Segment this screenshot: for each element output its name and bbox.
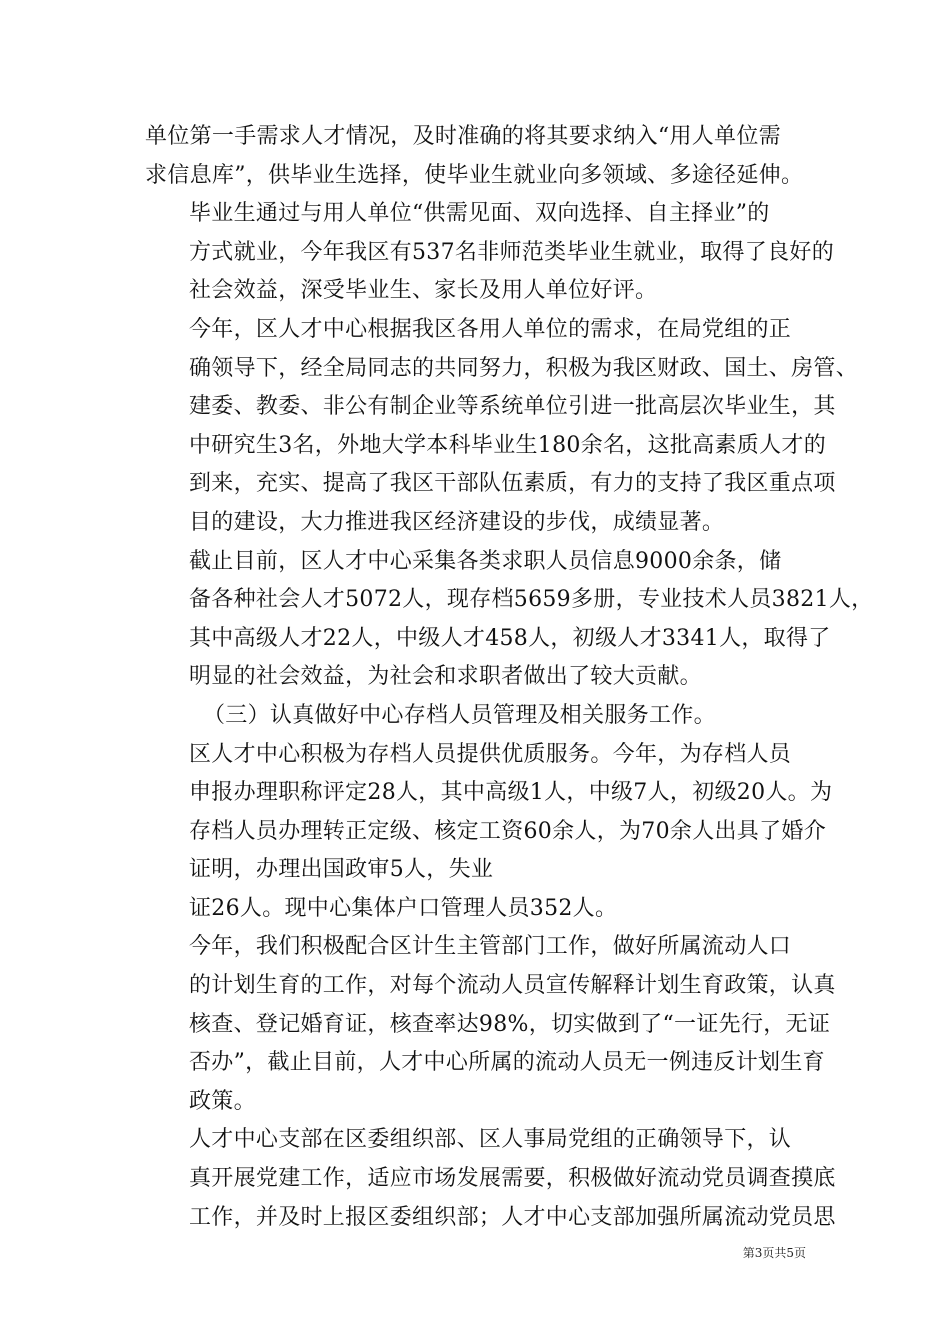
text-line: 今年，我们积极配合区计生主管部门工作，做好所属流动人口: [189, 934, 792, 960]
text-line: 毕业生通过与用人单位“供需见面、双向选择、自主择业”的: [189, 201, 770, 227]
text-line: 到来，充实、提高了我区干部队伍素质，有力的支持了我区重点项: [189, 471, 836, 497]
text-line: 求信息库”，供毕业生选择，使毕业生就业向多领域、多途径延伸。: [145, 162, 804, 188]
text-line: 方式就业，今年我区有537名非师范类毕业生就业，取得了良好的: [189, 239, 834, 265]
section-heading-text: （三）认真做好中心存档人员管理及相关服务工作。: [203, 702, 716, 728]
text-line: 证26人。现中心集体户口管理人员352人。: [189, 895, 618, 921]
text-line: 工作，并及时上报区委组织部；人才中心支部加强所属流动党员思: [189, 1204, 836, 1230]
text-line: 人才中心支部在区委组织部、区人事局党组的正确领导下，认: [189, 1127, 792, 1153]
text-line: 确领导下，经全局同志的共同努力，积极为我区财政、国土、房管、: [189, 355, 859, 381]
section-heading: [145, 697, 810, 736]
text-line: 真开展党建工作，适应市场发展需要，积极做好流动党员调查摸底: [189, 1166, 836, 1192]
text-line: 目的建设，大力推进我区经济建设的步伐，成绩显著。: [189, 509, 725, 535]
text-line: 今年，区人才中心根据我区各用人单位的需求，在局党组的正: [189, 316, 792, 342]
page-number-footer: 第3页共5页: [742, 1246, 806, 1260]
paragraph-household-registration: [145, 890, 810, 929]
paragraph-talent-statistics: [145, 543, 874, 697]
paragraph-continued-1: [145, 118, 810, 195]
paragraph-talent-introduction: [145, 311, 859, 543]
paragraph-graduate-employment: [145, 195, 834, 311]
paragraph-archive-services: [145, 736, 833, 890]
text-line: 建委、教委、非公有制企业等系统单位引进一批高层次毕业生，其: [189, 394, 836, 420]
text-line: 的计划生育的工作，对每个流动人员宣传解释计划生育政策，认真: [189, 973, 836, 999]
text-line: 中研究生3名，外地大学本科毕业生180余名，这批高素质人才的: [189, 432, 826, 458]
text-line: 否办”，截止目前，人才中心所属的流动人员无一例违反计划生育: [189, 1050, 825, 1076]
text-line: 截止目前，区人才中心采集各类求职人员信息9000余条，储: [189, 548, 782, 574]
text-line: 社会效益，深受毕业生、家长及用人单位好评。: [189, 278, 658, 304]
text-line: 存档人员办理转正定级、核定工资60余人，为70余人出具了婚介: [189, 818, 826, 844]
text-line: 区人才中心积极为存档人员提供优质服务。今年，为存档人员: [189, 741, 792, 767]
text-line: 明显的社会效益，为社会和求职者做出了较大贡献。: [189, 664, 702, 690]
text-line: 单位第一手需求人才情况，及时准确的将其要求纳入“用人单位需: [145, 124, 781, 149]
paragraph-family-planning: [145, 928, 836, 1121]
text-line: 申报办理职称评定28人，其中高级1人，中级7人，初级20人。为: [189, 780, 833, 806]
document-body: [145, 118, 874, 1237]
text-line: 证明，办理出国政审5人，失业: [189, 857, 494, 883]
text-line: 其中高级人才22人，中级人才458人，初级人才3341人，取得了: [189, 625, 831, 651]
text-line: 核查、登记婚育证，核查率达98%，切实做到了“一证先行，无证: [189, 1011, 831, 1037]
paragraph-party-building: [145, 1121, 836, 1237]
text-line: 备各种社会人才5072人，现存档5659多册，专业技术人员3821人，: [189, 587, 874, 613]
text-line: 政策。: [189, 1088, 256, 1114]
